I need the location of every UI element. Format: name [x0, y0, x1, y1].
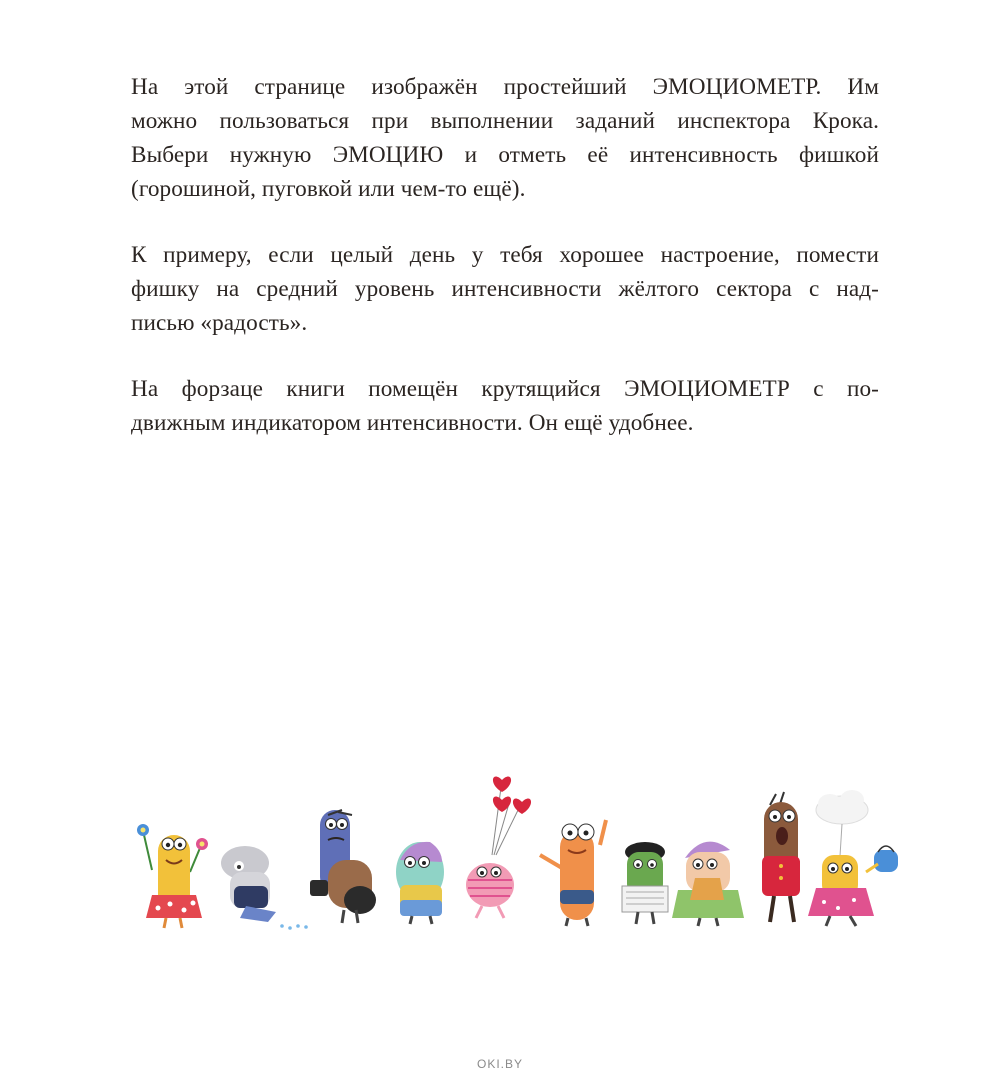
- paragraph-3: [131, 372, 879, 440]
- emotion-characters-illustration: [130, 760, 920, 940]
- purple-green-character: [672, 842, 744, 926]
- paragraph-2: [131, 238, 879, 340]
- paragraph-1-line: На этой странице изображён простейший ЭМОЦИОМЕТР. Им: [131, 74, 879, 100]
- paragraph-3-line: На форзаце книги помещён крутящийся ЭМОЦИОМЕТР с по-: [131, 376, 879, 402]
- brown-shouting-character: [762, 792, 800, 922]
- green-character-with-newspaper: [622, 842, 668, 924]
- paragraph-1-line: Выбери нужную ЭМОЦИЮ и отметь её интенсивность фишкой: [131, 142, 879, 168]
- paragraph-2-line: К примеру, если целый день у тебя хорошее настроение, помести: [131, 242, 879, 268]
- teal-worried-character: [396, 842, 444, 924]
- blue-character-with-briefcase: [310, 810, 376, 923]
- paragraph-1-line: (горошиной, пуговкой или чем-то ещё).: [131, 176, 526, 202]
- magenta-character-with-cloud-and-bag: [808, 790, 898, 926]
- paragraph-2-line: фишку на средний уровень интенсивности жёлтого сектора с над-: [131, 276, 879, 302]
- pink-character-with-heart-balloons: [466, 777, 531, 918]
- paragraph-1: [131, 70, 879, 206]
- paragraph-2-line: писью «радость».: [131, 310, 308, 336]
- watermark: OKI.BY: [476, 1057, 523, 1071]
- yellow-character-with-flowers: [137, 824, 208, 928]
- paragraph-3-line: движным индикатором интенсивности. Он ещё удобнее.: [131, 410, 694, 436]
- grey-sad-character: [221, 846, 308, 930]
- orange-excited-character: [540, 820, 606, 926]
- paragraph-1-line: можно пользоваться при выполнении заданий инспектора Крока.: [131, 108, 879, 134]
- text-block: [131, 70, 879, 472]
